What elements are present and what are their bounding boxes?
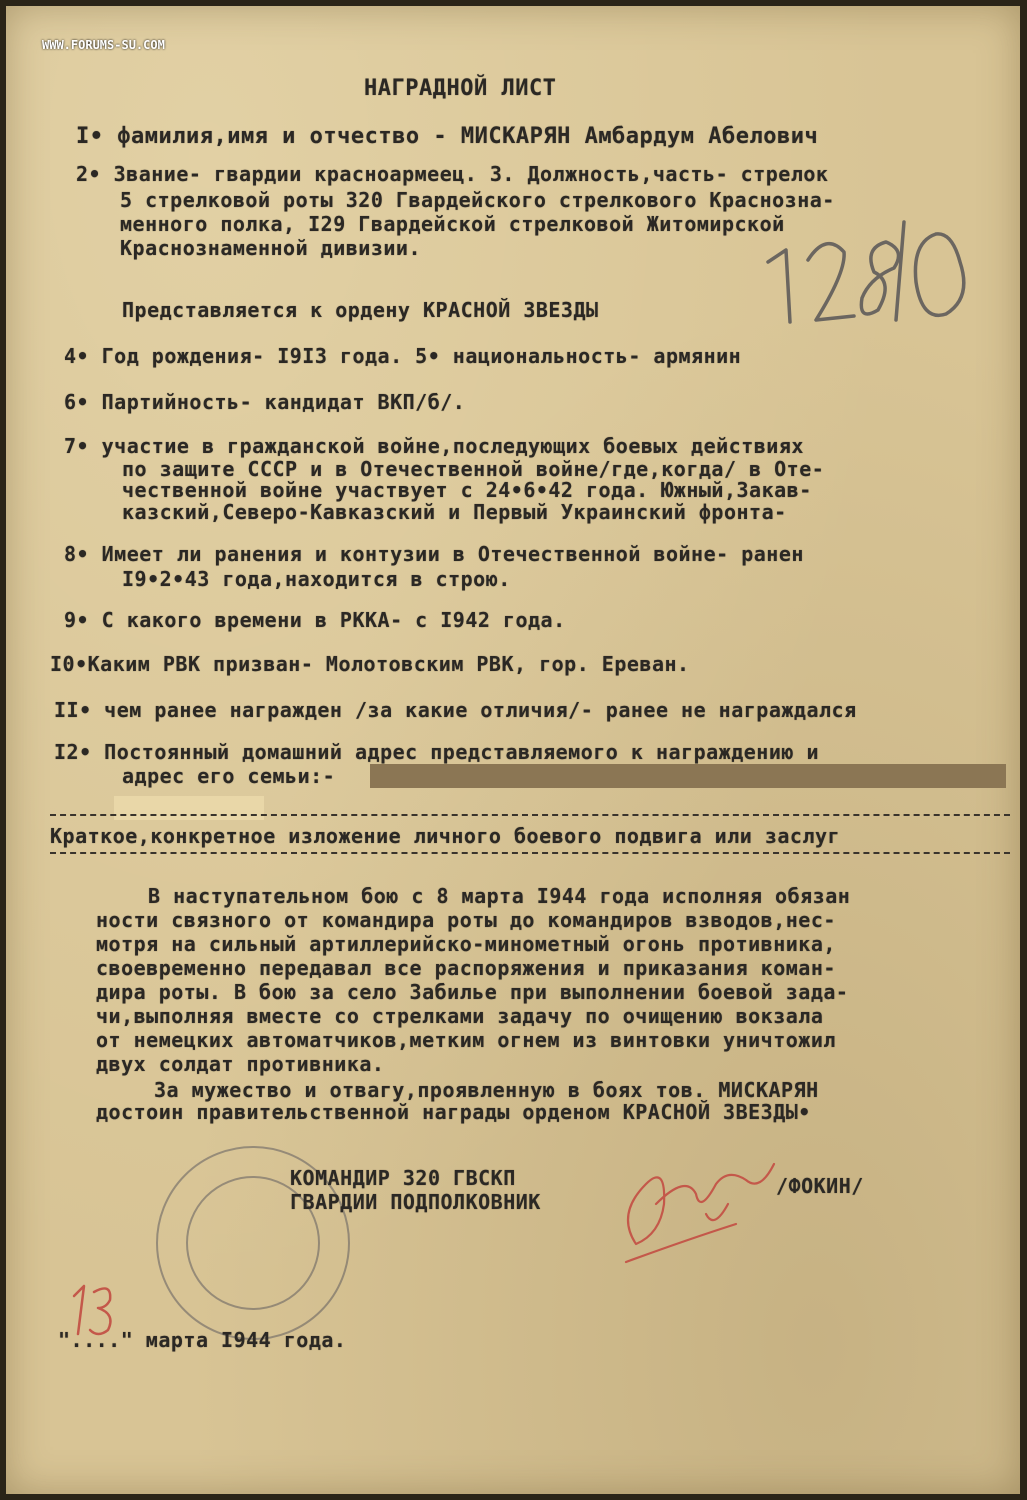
item-2-rank: 2• Звание- гвардии красноармеец. 3. Должность,часть- стрелок: [76, 162, 829, 186]
separator-top: [50, 814, 1010, 816]
narrative-line-8: двух солдат противника.: [96, 1052, 385, 1076]
separator-bottom: [50, 852, 1010, 854]
item-8-line2: I9•2•43 года,находится в строю.: [122, 567, 511, 591]
document-title: НАГРАДНОЙ ЛИСТ: [364, 76, 557, 101]
item-4-birth-year: 4• Год рождения- I9I3 года. 5• национальность- армянин: [64, 344, 742, 368]
signatory-name: /ФОКИН/: [776, 1174, 864, 1198]
item-6-party: 6• Партийность- кандидат ВКП/б/.: [64, 390, 466, 414]
red-signature: [596, 1144, 796, 1274]
watermark-text: WWW.FORUMS-SU.COM: [42, 38, 165, 52]
narrative-line-7: от немецких автоматчиков,метким огнем из винтовки уничтожил: [96, 1028, 836, 1052]
award-sheet-page: [6, 6, 1020, 1494]
item-9-service: 9• С какого времени в РККА- с I942 года.: [64, 608, 566, 632]
item-3-position-line3: Краснознаменной дивизии.: [120, 236, 421, 260]
item-3-position-line1: 5 стрелковой роты 320 Гвардейского стрелкового Краснозна-: [120, 188, 835, 212]
narrative-line-3: мотря на сильный артиллерийско-минометный огонь противника,: [96, 932, 836, 956]
item-1-name: I• фамилия,имя и отчество - МИСКАРЯН Амбардум Абелович: [76, 124, 819, 149]
item-7-line1: 7• участие в гражданской войне,последующих боевых действиях: [64, 434, 804, 458]
nomination-line: Представляется к ордену КРАСНОЙ ЗВЕЗДЫ: [122, 298, 599, 322]
document-date: "...." марта I944 года.: [58, 1328, 347, 1352]
signatory-title: КОМАНДИР 320 ГВСКП: [290, 1166, 516, 1190]
handwritten-number-1280: [746, 202, 986, 352]
red-mark-13: [60, 1274, 130, 1344]
narrative-line-2: ности связного от командира роты до командиров взводов,нес-: [96, 908, 836, 932]
item-8-line1: 8• Имеет ли ранения и контузии в Отечественной войне- ранен: [64, 542, 804, 566]
item-12-address-line2: адрес его семьи:-: [122, 764, 336, 788]
redacted-address-continued: [114, 796, 264, 820]
item-12-address-line1: I2• Постоянный домашний адрес представляемого к награждению и: [54, 740, 820, 764]
item-10-draft-office: I0•Каким РВК призван- Молотовским РВК, гор. Ереван.: [50, 652, 690, 676]
narrative-line-6: чи,выполняя вместе со стрелками задачу по очищению вокзала: [96, 1004, 824, 1028]
narrative-line-4: своевременно передавал все распоряжения и приказания коман-: [96, 956, 836, 980]
item-3-position-line2: менного полка, I29 Гвардейской стрелковой Житомирской: [120, 212, 785, 236]
narrative-line-5: дира роты. В бою за село Забилье при выполнении боевой зада-: [96, 980, 849, 1004]
item-7-line3: чественной войне участвует с 24•6•42 года. Южный,Закав-: [122, 478, 812, 502]
signatory-rank: ГВАРДИИ ПОДПОЛКОВНИК: [290, 1190, 541, 1214]
item-7-line4: казский,Северо-Кавказский и Первый Украинский фронта-: [122, 500, 787, 524]
conclusion-line-2: достоин правительственной награды орденом КРАСНОЙ ЗВЕЗДЫ•: [96, 1100, 811, 1124]
item-11-previous-awards: II• чем ранее награжден /за какие отличия/- ранее не награждался: [54, 698, 857, 722]
feat-section-heading: Краткое,конкретное изложение личного боевого подвига или заслуг: [50, 824, 841, 848]
item-7-line2: по защите СССР и в Отечественной войне/где,когда/ в Оте-: [122, 457, 825, 481]
redacted-address: [370, 764, 1006, 788]
narrative-line-1: В наступательном бою с 8 марта I944 года исполняя обязан: [148, 884, 851, 908]
conclusion-line-1: За мужество и отвагу,проявленную в боях тов. МИСКАРЯН: [154, 1078, 819, 1102]
